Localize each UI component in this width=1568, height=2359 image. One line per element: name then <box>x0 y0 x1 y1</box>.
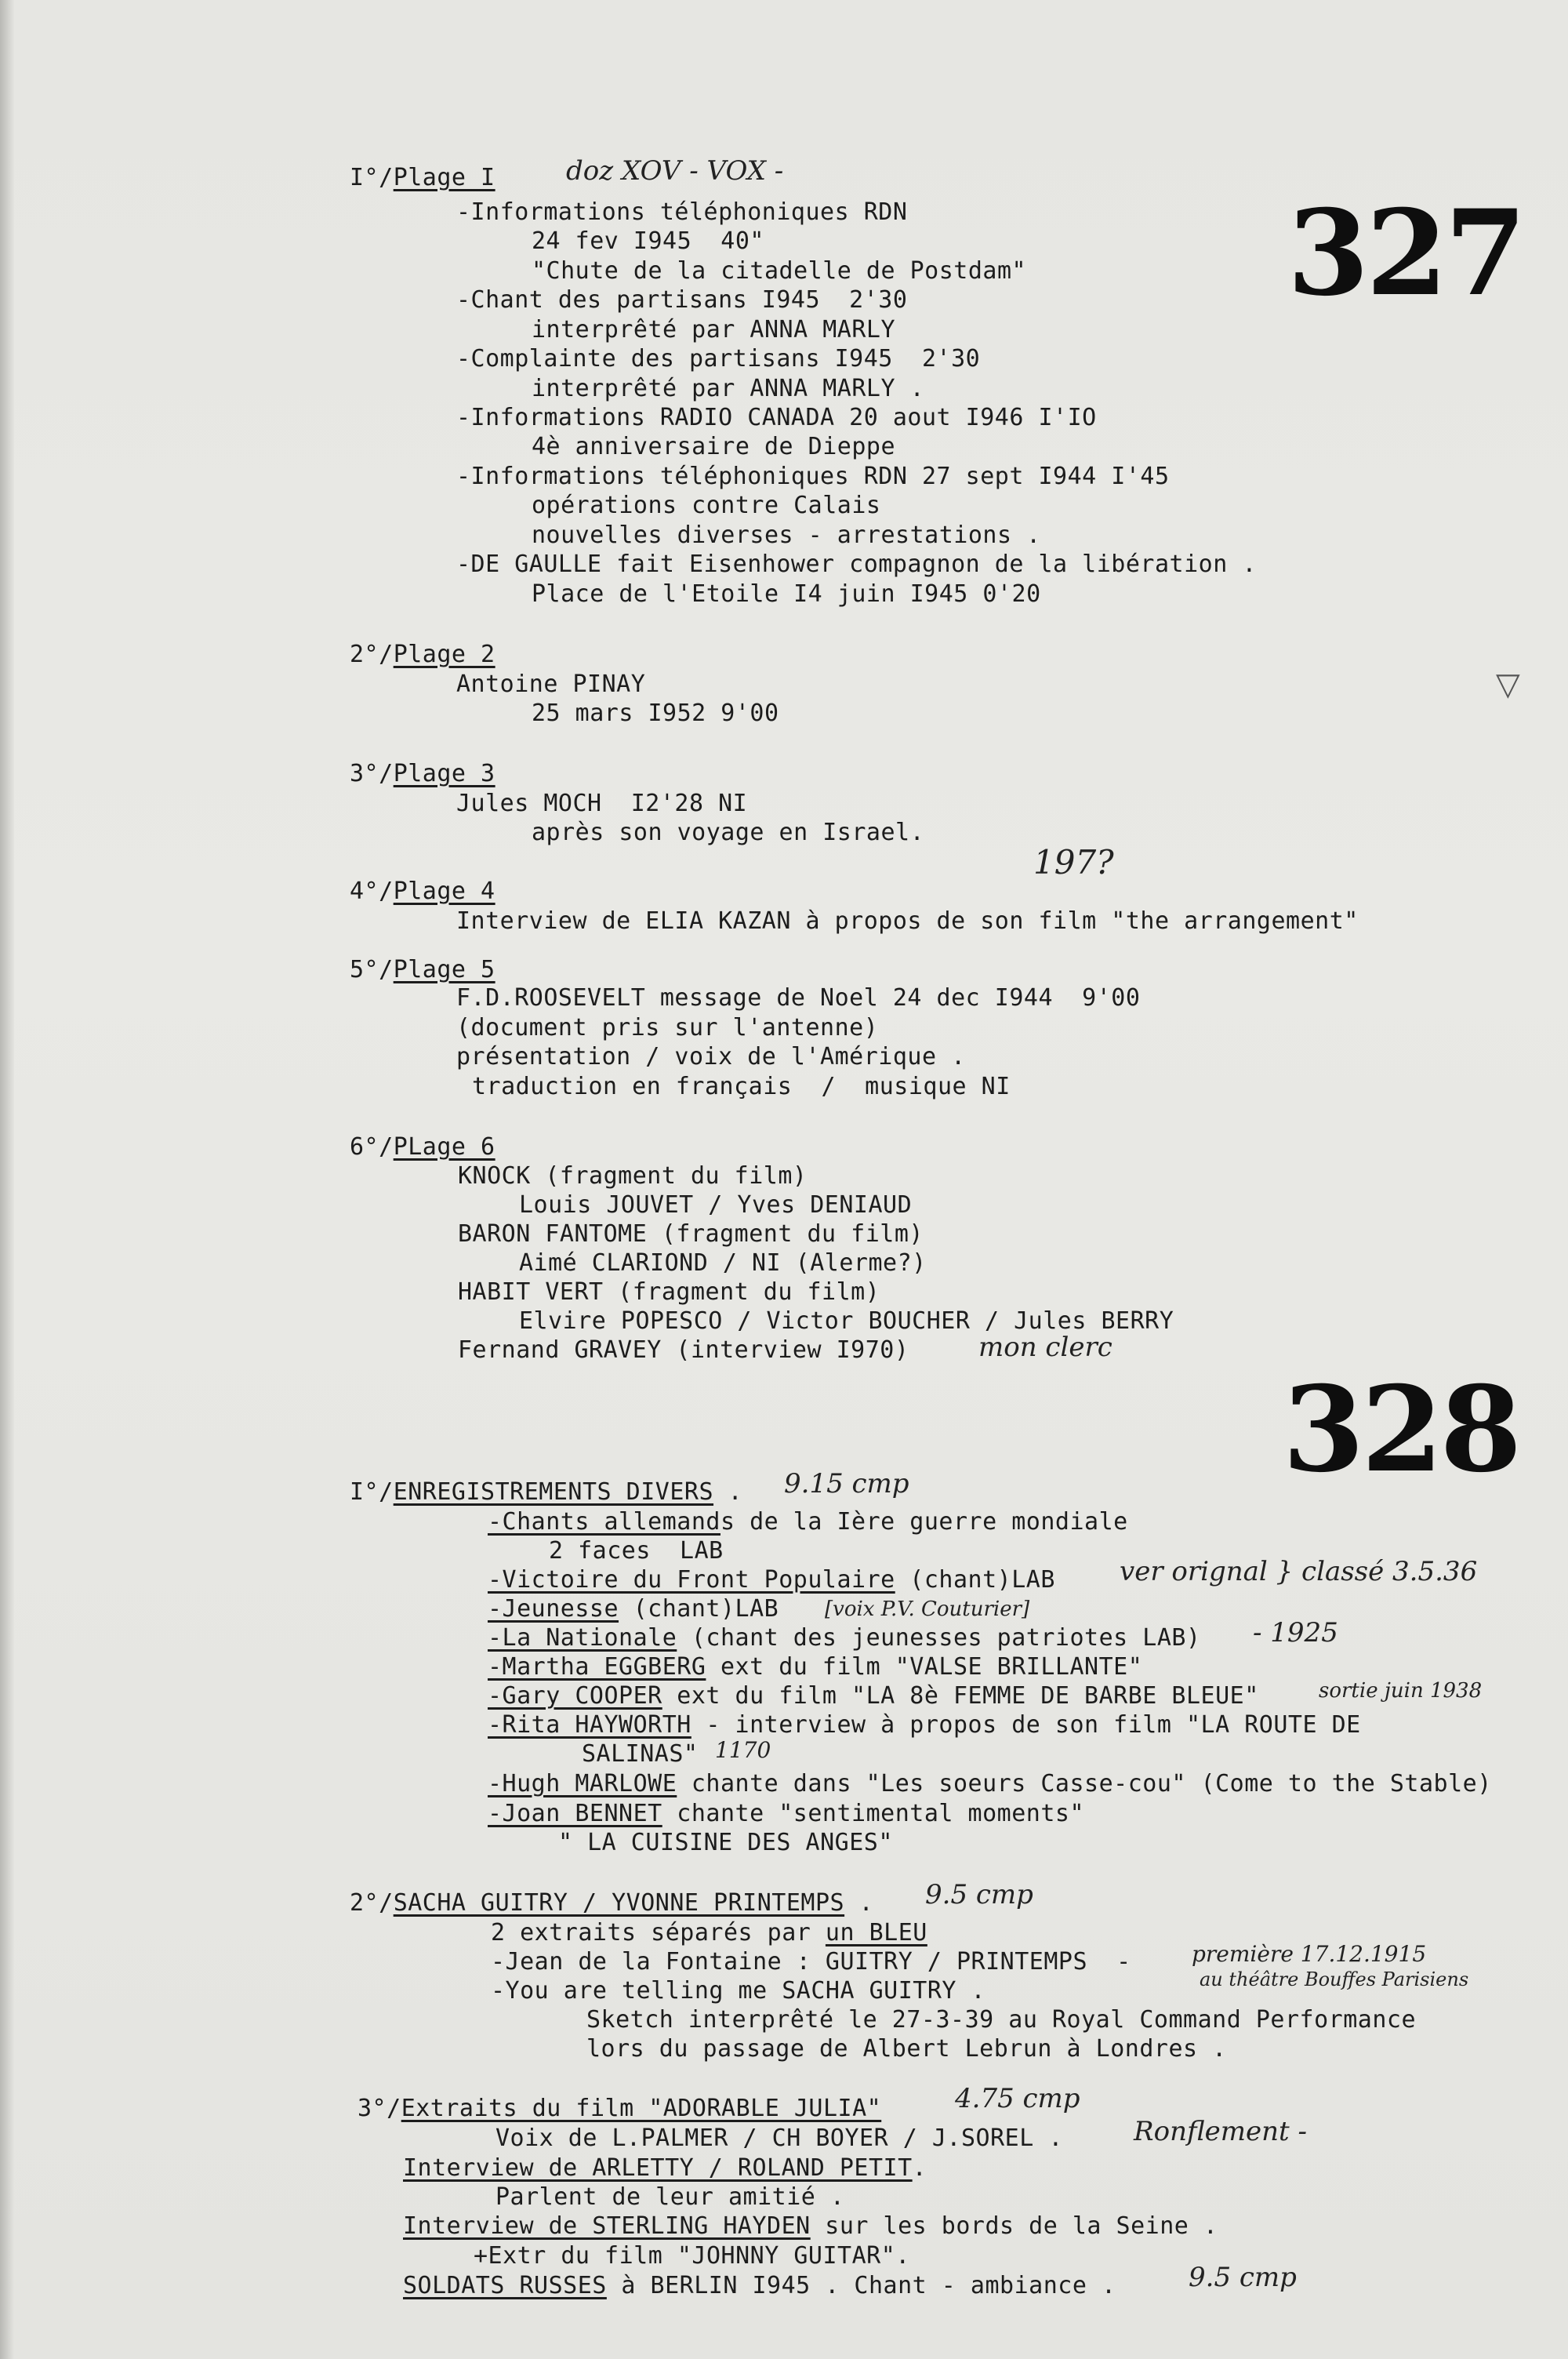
page-edge-shadow <box>0 0 14 2359</box>
guitry-line <box>586 2007 1416 2034</box>
guitry-line-text: -You are telling me SACHA GUITRY . <box>491 1977 986 2005</box>
julia-item <box>495 2184 844 2211</box>
section-2-heading <box>350 1890 873 1917</box>
plage-1-title: Plage I <box>393 164 495 191</box>
plage-1-heading <box>350 165 495 191</box>
plage-5-line: présentation / voix de l'Amérique . <box>456 1043 966 1070</box>
guitry-line <box>491 1920 927 1946</box>
recording-item <box>488 1596 779 1623</box>
plage-1-line: 4è anniversaire de Dieppe <box>532 433 896 460</box>
plage-1-line: "Chute de la citadelle de Postdam" <box>532 257 1027 285</box>
recording-item-title: -Martha EGGBERG <box>488 1653 706 1681</box>
plage-1-line: -Complainte des partisans I945 2'30 <box>456 345 981 373</box>
archive-number-stamp: 328 <box>1283 1361 1519 1499</box>
plage-5-number: 5°/ <box>350 956 394 983</box>
plage-6-number: 6°/ <box>350 1133 394 1161</box>
plage-1-line: opérations contre Calais <box>532 492 881 519</box>
recording-item-detail: " LA CUISINE DES ANGES" <box>558 1829 893 1856</box>
handwritten-note-plage-4: 197? <box>1033 843 1114 881</box>
recording-item-title: -Gary COOPER <box>488 1682 662 1710</box>
handwritten-note-nationale: - 1925 <box>1253 1617 1338 1648</box>
guitry-line-text: lors du passage de Albert Lebrun à Londres . <box>586 2035 1227 2063</box>
section-2-suffix: . <box>844 1889 874 1917</box>
plage-4-title: Plage 4 <box>393 878 495 905</box>
plage-3-number: 3°/ <box>350 760 394 787</box>
plage-1-line: nouvelles diverses - arrestations . <box>532 522 1041 549</box>
plage-2-line: Antoine PINAY <box>456 671 646 698</box>
handwritten-note-premiere: première 17.12.1915 <box>1192 1941 1427 1967</box>
recording-item <box>488 1771 1492 1797</box>
julia-item-detail: sur les bords de la Seine . <box>810 2212 1218 2240</box>
plage-5-line: F.D.ROOSEVELT message de Noel 24 dec I944 9'00 <box>456 984 1141 1012</box>
plage-2-heading <box>350 642 495 668</box>
recording-item-detail: SALINAS" <box>582 1740 699 1768</box>
recording-item-title: -Jeunesse <box>488 1595 619 1623</box>
guitry-line-underlined: un BLEU <box>825 1919 927 1946</box>
plage-6-title: PLage 6 <box>393 1133 495 1161</box>
section-3-title: Extraits du film "ADORABLE JULIA" <box>401 2095 882 2122</box>
julia-item <box>403 2213 1218 2240</box>
section-1-suffix: . <box>713 1478 743 1506</box>
recording-item-detail: (chant)LAB <box>895 1566 1055 1594</box>
recording-item-detail: chante dans "Les soeurs Casse-cou" (Come to the Stable) <box>677 1770 1492 1797</box>
plage-6-line: Louis JOUVET / Yves DENIAUD <box>519 1191 913 1219</box>
plage-1-line: -Chant des partisans I945 2'30 <box>456 286 908 314</box>
guitry-line <box>491 1949 1131 1976</box>
section-2-title: SACHA GUITRY / YVONNE PRINTEMPS <box>393 1889 845 1917</box>
handwritten-note-victoire: ver orignal } classé 3.5.36 <box>1120 1556 1478 1587</box>
plage-1-line: Place de l'Etoile I4 juin I945 0'20 <box>532 580 1041 608</box>
plage-6-line: HABIT VERT (fragment du film) <box>458 1278 880 1306</box>
plage-5-line: traduction en français / musique NI <box>472 1073 1011 1100</box>
recording-item <box>488 1683 1259 1710</box>
recording-item <box>488 1567 1055 1594</box>
handwritten-note-section-1: 9.15 cmp <box>784 1468 909 1499</box>
julia-item-detail: Voix de L.PALMER / CH BOYER / J.SOREL . <box>495 2125 1063 2152</box>
archive-number-stamp: 327 <box>1287 184 1524 322</box>
plage-6-line: Elvire POPESCO / Victor BOUCHER / Jules BERRY <box>519 1307 1174 1335</box>
julia-item-detail: +Extr du film "JOHNNY GUITAR". <box>474 2242 910 2270</box>
plage-2-title: Plage 2 <box>393 641 495 668</box>
handwritten-note-plage-6: mon clerc <box>978 1332 1112 1363</box>
guitry-line <box>586 2036 1227 2063</box>
recording-item <box>488 1712 1361 1739</box>
julia-item-detail: . <box>912 2154 927 2182</box>
recording-item-detail: - interview à propos de son film "LA ROUTE DE <box>691 1711 1361 1739</box>
julia-item-detail: à BERLIN I945 . Chant - ambiance . <box>606 2272 1116 2299</box>
recording-item-title: -Victoire du Front Populaire <box>488 1566 895 1594</box>
plage-3-line: Jules MOCH I2'28 NI <box>456 790 748 817</box>
section-1-number: I°/ <box>350 1478 394 1506</box>
handwritten-note-section-3: 4.75 cmp <box>955 2083 1080 2114</box>
recording-item-detail: chante "sentimental moments" <box>662 1800 1085 1827</box>
recording-item <box>488 1625 1201 1652</box>
recording-item-detail: 2 faces LAB <box>549 1537 724 1565</box>
recording-item <box>488 1801 1084 1827</box>
section-2-number: 2°/ <box>350 1889 394 1917</box>
julia-item-detail: Parlent de leur amitié . <box>495 2183 845 2211</box>
plage-3-heading <box>350 761 495 787</box>
plage-5-heading <box>350 957 495 983</box>
guitry-line-text: -Jean de la Fontaine : GUITRY / PRINTEMPS - <box>491 1948 1131 1976</box>
section-1-title: ENREGISTREMENTS DIVERS <box>393 1478 714 1506</box>
recording-item-title: -La Nationale <box>488 1624 677 1652</box>
pencil-mark-icon: ▽ <box>1496 667 1520 703</box>
plage-5-line: (document pris sur l'antenne) <box>456 1014 879 1041</box>
julia-item <box>403 2155 927 2182</box>
plage-1-line: interprêté par ANNA MARLY . <box>532 375 925 402</box>
plage-3-line: après son voyage en Israel. <box>532 819 925 846</box>
handwritten-note-plage-1: doz XOV - VOX - <box>566 155 784 187</box>
recording-item-title: -Hugh MARLOWE <box>488 1770 677 1797</box>
plage-6-heading <box>350 1134 495 1161</box>
plage-1-line: -Informations téléphoniques RDN <box>456 198 908 226</box>
section-3-number: 3°/ <box>358 2095 401 2122</box>
recording-item-detail: ext du film "LA 8è FEMME DE BARBE BLEUE" <box>662 1682 1259 1710</box>
guitry-line-text: Sketch interprêté le 27-3-39 au Royal Command Performance <box>586 2006 1417 2034</box>
plage-3-title: Plage 3 <box>393 760 495 787</box>
recording-item <box>488 1509 1128 1536</box>
handwritten-note-theatre: au théâtre Bouffes Parisiens <box>1200 1968 1469 1990</box>
plage-5-title: Plage 5 <box>393 956 495 983</box>
guitry-line <box>491 1978 985 2005</box>
plage-4-heading <box>350 878 495 905</box>
plage-4-line: Interview de ELIA KAZAN à propos de son film "the arrangement" <box>456 907 1359 935</box>
handwritten-note-gary-cooper: sortie juin 1938 <box>1319 1679 1483 1703</box>
recording-item-title: -Joan BENNET <box>488 1800 662 1827</box>
julia-item <box>403 2273 1116 2299</box>
julia-item-title: Interview de ARLETTY / ROLAND PETIT <box>403 2154 913 2182</box>
handwritten-note-soldats: 9.5 cmp <box>1189 2262 1297 2293</box>
recording-item <box>488 1654 1142 1681</box>
section-1-heading <box>350 1479 742 1506</box>
julia-item <box>495 2125 1063 2152</box>
recording-item-detail: (chant des jeunesses patriotes LAB) <box>677 1624 1201 1652</box>
plage-6-line: Fernand GRAVEY (interview I970) <box>458 1336 909 1364</box>
plage-6-line: Aimé CLARIOND / NI (Alerme?) <box>519 1249 927 1277</box>
plage-2-line: 25 mars I952 9'00 <box>532 700 779 727</box>
recording-item-detail: ext du film "VALSE BRILLANTE" <box>706 1653 1143 1681</box>
plage-1-line: -DE GAULLE fait Eisenhower compagnon de la libération . <box>456 551 1257 578</box>
section-3-heading <box>358 2095 881 2122</box>
handwritten-note-ronflement: Ronflement - <box>1134 2116 1307 2147</box>
handwritten-note-jeunesse: [voix P.V. Couturier] <box>825 1598 1030 1621</box>
plage-1-line: -Informations téléphoniques RDN 27 sept I944 I'45 <box>456 463 1170 490</box>
julia-item-title: SOLDATS RUSSES <box>403 2272 607 2299</box>
plage-1-line: 24 fev I945 40" <box>532 227 764 255</box>
recording-item <box>558 1830 893 1856</box>
plage-2-number: 2°/ <box>350 641 394 668</box>
handwritten-note-section-2: 9.5 cmp <box>925 1879 1033 1910</box>
recording-item-detail: s de la Ière guerre mondiale <box>720 1508 1128 1536</box>
plage-1-line: interprêté par ANNA MARLY <box>532 316 896 343</box>
recording-item <box>582 1741 699 1768</box>
plage-1-line: -Informations RADIO CANADA 20 aout I946 I'IO <box>456 404 1097 431</box>
guitry-line-text: 2 extraits séparés par <box>491 1919 826 1946</box>
handwritten-note-salinas: 1170 <box>715 1737 771 1763</box>
recording-item <box>549 1538 724 1565</box>
recording-item-title: -Chants allemand <box>488 1508 720 1536</box>
plage-1-number: I°/ <box>350 164 394 191</box>
julia-item <box>474 2243 910 2270</box>
julia-item-title: Interview de STERLING HAYDEN <box>403 2212 811 2240</box>
plage-4-number: 4°/ <box>350 878 394 905</box>
recording-item-detail: (chant)LAB <box>619 1595 779 1623</box>
plage-6-line: KNOCK (fragment du film) <box>458 1162 808 1190</box>
recording-item-title: -Rita HAYWORTH <box>488 1711 691 1739</box>
plage-6-line: BARON FANTOME (fragment du film) <box>458 1220 924 1248</box>
